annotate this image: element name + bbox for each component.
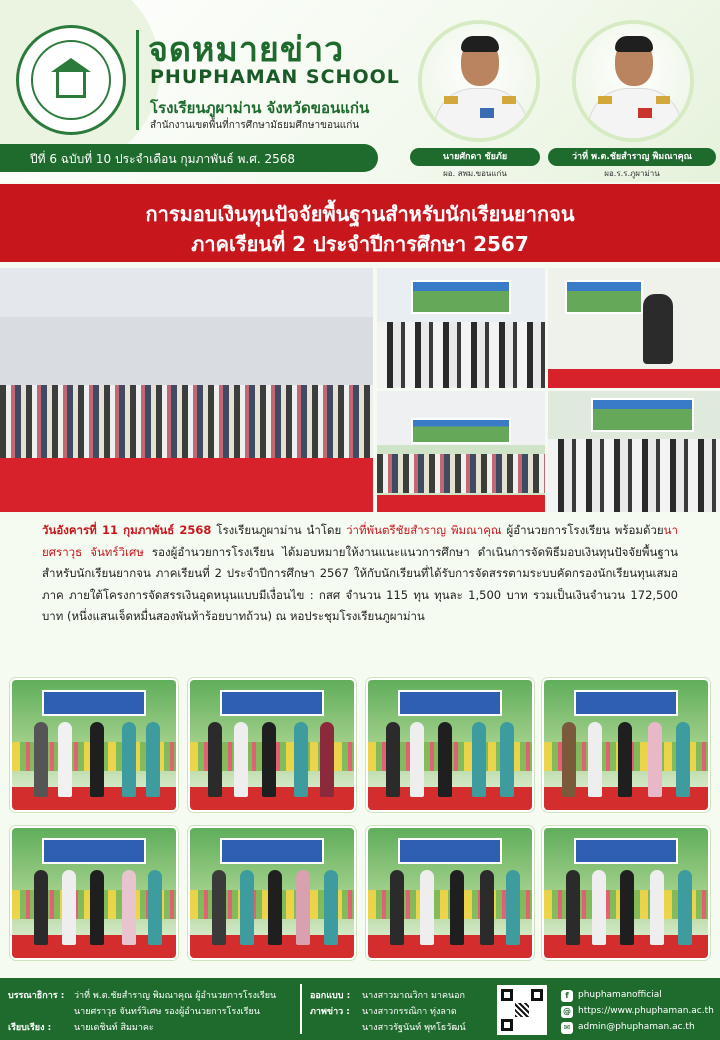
email-link[interactable]: admin@phuphaman.ac.th xyxy=(578,1022,695,1032)
article-date: วันอังคารที่ 11 กุมภาพันธ์ 2568 xyxy=(42,523,212,537)
photo-label: ภาพข่าว : xyxy=(310,1007,350,1017)
website-link[interactable]: https://www.phuphaman.ac.th xyxy=(578,1006,714,1016)
facebook-link[interactable]: phuphamanofficial xyxy=(578,990,662,1000)
school-name-th: โรงเรียนภูผาม่าน จังหวัดขอนแก่น xyxy=(150,99,370,117)
school-name-en: PHUPHAMAN SCHOOL xyxy=(150,66,400,88)
editor-label: บรรณาธิการ : xyxy=(8,991,65,1001)
newsletter-title: จดหมายข่าว xyxy=(148,30,345,70)
gallery-photo-6 xyxy=(188,826,356,960)
event-photo-stage xyxy=(377,391,545,512)
globe-icon: @ xyxy=(563,1007,571,1016)
footer xyxy=(0,978,720,1040)
person-name-1: นายศักดา ชัยภัย xyxy=(410,148,540,166)
issue-info: ปีที่ 6 ฉบับที่ 10 ประจำเดือน กุมภาพันธ์ พ.ศ. 2568 xyxy=(30,152,295,166)
gallery-photo-8 xyxy=(542,826,710,960)
editor-2: นายศราวุธ จันทร์วิเศษ รองผู้อำนวยการโรงเรียน xyxy=(74,1007,260,1017)
gallery-photo-2 xyxy=(188,678,356,812)
gallery-photo-5 xyxy=(10,826,178,960)
writer-label: เรียบเรียง : xyxy=(8,1023,52,1033)
person-role-2: ผอ.ร.ร.ภูผาม่าน xyxy=(604,169,660,178)
deputy-name: นายศราวุธ จันทร์วิเศษ xyxy=(42,523,678,559)
person-role-1: ผอ. สพม.ขอนแก่น xyxy=(443,169,507,178)
gallery-photo-3 xyxy=(366,678,534,812)
design-name: นางสาวมาณวิกา มาคนอก xyxy=(362,991,465,1001)
portrait-education-director xyxy=(418,20,540,142)
photographer-2: นางสาวรัฐนันท์ พุทโธวัฒน์ xyxy=(362,1023,466,1033)
headline-banner xyxy=(0,184,720,262)
gallery-photo-7 xyxy=(366,826,534,960)
person-name-2: ว่าที่ พ.ต.ชัยสำราญ พิมณาคุณ xyxy=(548,148,716,166)
event-photo-speaker xyxy=(548,268,720,388)
qr-code[interactable] xyxy=(497,985,547,1035)
group-photo xyxy=(0,268,373,512)
school-logo xyxy=(16,25,126,135)
editor-1: ว่าที่ พ.ต.ชัยสำราญ พิมณาคุณ ผู้อำนวยการโรงเรียน xyxy=(74,991,277,1001)
headline-line-2: ภาคเรียนที่ 2 ประจำปีการศึกษา 2567 xyxy=(191,232,529,256)
headline-line-1: การมอบเงินทุนปัจจัยพื้นฐานสำหรับนักเรียนยากจน xyxy=(145,202,575,226)
article-body: วันอังคารที่ 11 กุมภาพันธ์ 2568 โรงเรียนภูผาม่าน นำโดย ว่าที่พันตรีชัยสำราญ พิมณาคุณ ผู้อำนวยการโรงเรียน พร้อมด้วยนายศราวุธ จันทร์วิเศษ รองผู้อำนวยการโรงเรียน ได้มอบหมายให้งานแนะแนวการศึกษา ดำเนินการจัดพิธีมอบเงินทุนปัจจัยพื้นฐานสำหรับนักเรียนยากจน ภาคเรียนที่ 2 ประจำปีการศึกษา 2567 ให้กับนักเรียนที่ได้รับการจัดสรรตามระบบคัดกรองนักเรียนทุนเสมอภาค ภายใต้โครงการจัดสรรเงินอุดหนุนแบบมีเงื่อนไข : กสศ จำนวน 115 ทุน ทุนละ 1,500 บาท รวมเป็นเงินจำนวน 172,500 บาท (หนึ่งแสนเจ็ดหมื่นสองพันห้าร้อยบาทถ้วน) ณ หอประชุมโรงเรียนภูผาม่าน xyxy=(42,523,678,623)
writer-name: นายเดชินท์ สิมมาคะ xyxy=(74,1023,154,1033)
event-photo-hall xyxy=(377,268,545,388)
gallery-photo-1 xyxy=(10,678,178,812)
portrait-school-director xyxy=(572,20,694,142)
facebook-icon: f xyxy=(561,990,573,1002)
event-photo-audience xyxy=(548,391,720,512)
director-name: ว่าที่พันตรีชัยสำราญ พิมณาคุณ xyxy=(346,523,502,537)
header xyxy=(0,0,720,182)
header-divider xyxy=(136,30,139,130)
gallery-photo-4 xyxy=(542,678,710,812)
footer-divider xyxy=(300,984,302,1034)
education-office: สำนักงานเขตพื้นที่การศึกษามัธยมศึกษาขอนแก่น xyxy=(150,120,360,131)
design-label: ออกแบบ : xyxy=(310,991,351,1001)
photographer-1: นางสาวกรรณิกา ทุ่งลาด xyxy=(362,1007,457,1017)
mail-icon: ✉ xyxy=(561,1022,573,1034)
